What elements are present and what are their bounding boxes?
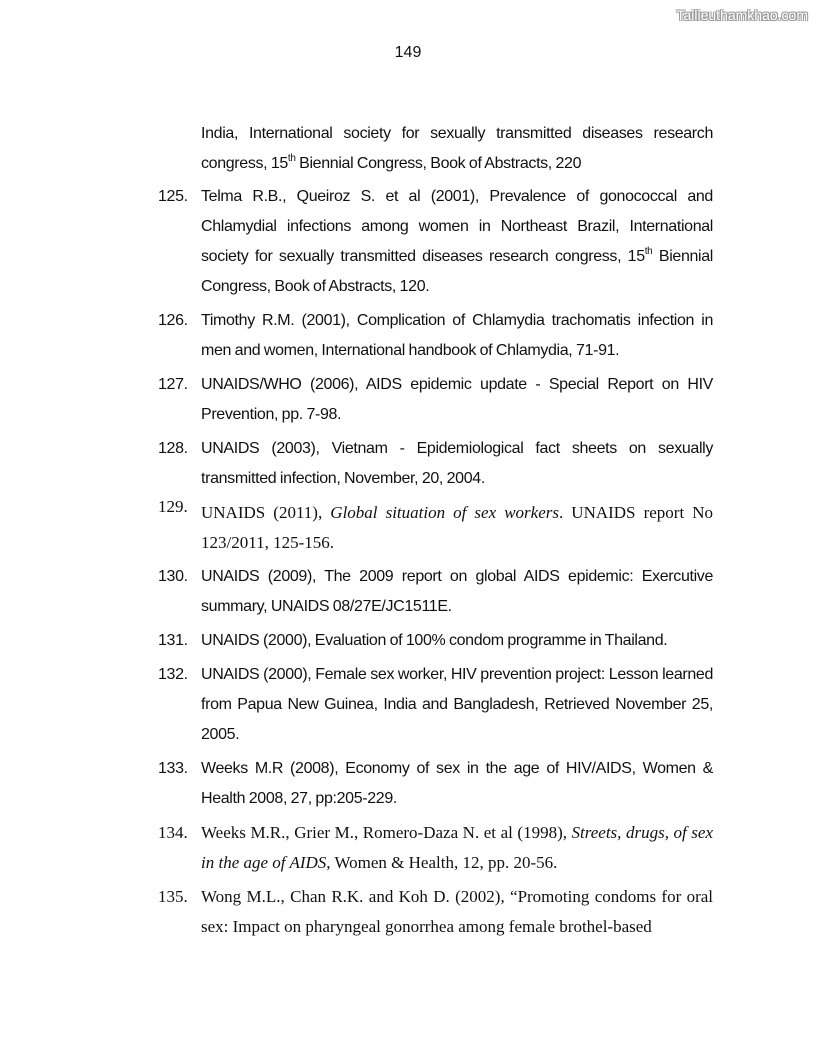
reference-item-133 — [158, 754, 713, 814]
reference-text: India, International society for sexually transmitted diseases research congress, 15 — [201, 125, 713, 172]
reference-item-124-continued — [158, 119, 713, 179]
reference-text: UNAIDS/WHO (2006), AIDS epidemic update - Special Report on HIV Prevention, pp. 7-98. — [201, 376, 713, 423]
reference-text: . UNAIDS report No 123/2011, 125-156. — [201, 503, 714, 552]
reference-text: UNAIDS (2009), The 2009 report on global AIDS epidemic: Exercutive summary, UNAIDS 08/27E/JC1511E. — [201, 568, 713, 615]
reference-title-italic: Global situation of sex workers — [330, 503, 559, 522]
reference-number: 130. — [158, 568, 188, 585]
reference-number: 134. — [158, 823, 188, 842]
reference-number: 133. — [158, 760, 188, 777]
reference-item-129 — [158, 498, 713, 558]
superscript: th — [644, 246, 653, 257]
reference-text: UNAIDS (2003), Vietnam - Epidemiological fact sheets on sexually transmitted infection, November, 20, 2004. — [201, 440, 713, 487]
reference-text: UNAIDS (2011), — [201, 503, 331, 522]
reference-text: Weeks M.R (2008), Economy of sex in the age of HIV/AIDS, Women & Health 2008, 27, pp:205-229. — [201, 760, 713, 807]
reference-number: 126. — [158, 312, 188, 329]
reference-item-130 — [158, 562, 713, 622]
reference-number: 127. — [158, 376, 188, 393]
reference-item-127 — [158, 370, 713, 430]
reference-text: Telma R.B., Queiroz S. et al (2001), Prevalence of gonococcal and Chlamydial infections among women in Northeast Brazil, International society for sexually transmitted diseases research congress, 15 — [201, 188, 713, 265]
page-number: 149 — [394, 44, 422, 61]
reference-number: 125. — [158, 188, 188, 205]
reference-item-131 — [158, 626, 713, 656]
reference-number: 128. — [158, 440, 188, 457]
reference-text: , Women & Health, 12, pp. 20-56. — [326, 853, 558, 872]
reference-text: Weeks M.R., Grier M., Romero-Daza N. et al (1998), — [201, 823, 572, 842]
reference-item-135 — [158, 882, 713, 942]
reference-text: Wong M.L., Chan R.K. and Koh D. (2002), “Promoting condoms for oral sex: Impact on pharyngeal gonorrhea among female brothel-based — [201, 887, 713, 936]
reference-text: Biennial Congress, Book of Abstracts, 220 — [295, 155, 582, 172]
reference-list — [158, 119, 713, 946]
reference-item-125 — [158, 182, 713, 302]
reference-item-134 — [158, 818, 713, 878]
reference-number: 129. — [158, 497, 188, 516]
reference-text: Biennial Congress, Book of Abstracts, 120. — [201, 248, 714, 295]
reference-number: 135. — [158, 887, 188, 906]
reference-item-128 — [158, 434, 713, 494]
reference-text: UNAIDS (2000), Evaluation of 100% condom programme in Thailand. — [201, 632, 668, 649]
reference-item-132 — [158, 660, 713, 750]
reference-number: 131. — [158, 632, 188, 649]
reference-title-italic: Streets, drugs, of sex in the age of AIDS — [201, 823, 713, 872]
reference-number: 132. — [158, 666, 188, 683]
reference-item-126 — [158, 306, 713, 366]
superscript: th — [287, 153, 296, 164]
reference-text: Timothy R.M. (2001), Complication of Chlamydia trachomatis infection in men and women, International handbook of Chlamydia, 71-91. — [201, 312, 713, 359]
watermark: Tailieuthamkhao.com — [676, 7, 808, 23]
reference-text: UNAIDS (2000), Female sex worker, HIV prevention project: Lesson learned from Papua New Guinea, India and Bangladesh, Retrieved November 25, 2005. — [201, 666, 713, 743]
